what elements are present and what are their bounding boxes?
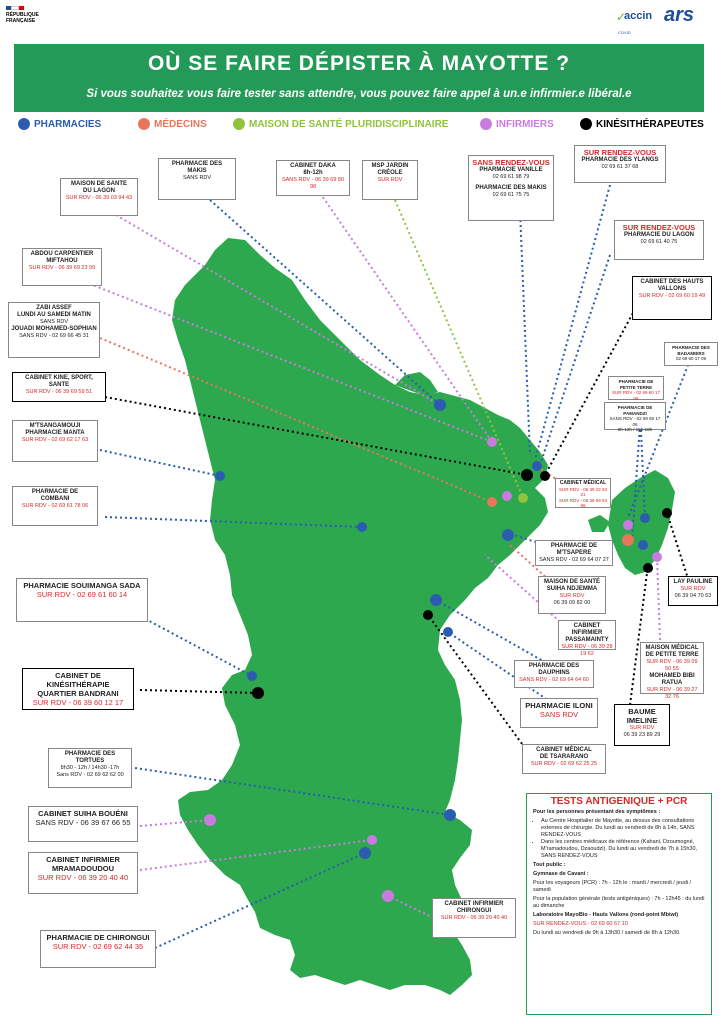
box-baume-imeline: BAUME IMELINE SUR RDV 06 39 23 89 29 (614, 704, 670, 746)
page-subtitle: Si vous souhaitez vous faire tester sans attendre, vous pouvez faire appel à un.e infirmier.e libéral.e (86, 88, 632, 100)
box-pharmacie-iloni: PHARMACIE ILONI SANS RDV (520, 698, 598, 728)
tests-title: TESTS ANTIGENIQUE + PCR (550, 796, 688, 807)
box-pharmacie-lagon: SUR RENDEZ-VOUS PHARMACIE DU LAGON 02 69 61 40 75 (614, 220, 704, 260)
republique-francaise-logo: RÉPUBLIQUE FRANÇAISE (6, 6, 39, 24)
box-cabinet-tsararano: CABINET MÉDICAL DE TSARARANO SUR RDV - 02 69 62 25 25 (522, 744, 606, 774)
top-bar (0, 0, 725, 44)
box-mtsangamouji: M'TSANGAMOUJI PHARMACIE MANTA SUR RDV - 02 69 62 17 63 (12, 420, 98, 462)
box-suiha-ndjemma: MAISON DE SANTÉ SUIHA NDJEMMA SUR RDV 06 39 09 82 00 (538, 576, 606, 614)
ars-logo: ars (664, 4, 695, 26)
box-msp-jardin-creole: MSP JARDIN CRÉOLE SUR RDV (362, 160, 418, 200)
box-cabinet-medical: CABINET MÉDICAL SUR RDV - 06 39 22 63 21 SUR RDV - 06 39 09 53 66 (555, 478, 611, 508)
grande-terre-island (172, 238, 548, 995)
tests-info-panel: TESTS ANTIGENIQUE + PCR Pour les personnes présentant des symptômes : • Au Centre Hospitalier de Mayotte, au dessus des consultations externes de chirurgie. Du lundi au vendredi de 8h à 14h, SANS RENDEZ-VOUS • Dans les centres médicaux de référence (Kahani, Dzoumogné, M'ramadoudou, Dzaoudzi). Du lundi au vendredi de 7h à 15h30, SANS RENDEZ-VOUS Tout public : Gymnase de Cavani : Pour les voyageurs (PCR) : 7h - 12h le : mardi / mercredi / jeudi / samedi Pour la population générale (tests antigéniques) : 7h - 12h45 : du lundi au dimanche Laboratoire MayoBio - Hauts Vallons (rond-point Mbiwi) SUR RENDEZ-VOUS - 02 69 60 67 10 Du lundi au vendredi de 9h à 13h30 / samedi de 8h à 12h30. (526, 793, 712, 1015)
vaccin-covid-logo: ✓ accin COVID (616, 10, 653, 35)
box-cabinet-mramadoudou: CABINET INFIRMIER MRAMADOUDOU SUR RDV - 06 39 20 40 40 (28, 852, 138, 894)
box-cabinet-suiha-boueni: CABINET SUIHA BOUÉNI SANS RDV - 06 39 67 66 55 (28, 806, 138, 842)
box-pharmacie-mtsapere: PHARMACIE DE M'TSAPERE SANS RDV - 02 69 64 07 27 (535, 540, 613, 566)
box-pharmacie-souimanga: PHARMACIE SOUIMANGA SADA SUR RDV - 02 69 61 60 14 (16, 578, 148, 622)
box-cabinet-bandrani: CABINET DE KINÉSITHÉRAPIE QUARTIER BANDRANI SUR RDV - 06 39 60 12 17 (22, 668, 134, 710)
legend-item-maison-sante: MAISON DE SANTÉ PLURIDISCIPLINAIRE (233, 118, 448, 130)
box-pharmacie-combani: PHARMACIE DE COMBANI SUR RDV - 02 69 61 78 06 (12, 486, 98, 526)
box-maison-medical-petite-terre: MAISON MÉDICAL DE PETITE TERRE SUR RDV - 06 39 09 50 55 MOHAMED BIBI RATUA SUR RDV - 06 39 27 32 76 (640, 642, 704, 694)
legend (18, 118, 708, 136)
header-banner (14, 44, 704, 112)
box-pharmacie-badamiers: PHARMACIE DES BADAMIERS 02 69 60 17 09 (664, 342, 718, 366)
box-cabinet-hauts-vallons: CABINET DES HAUTS VALLONS SUR RDV - 02 69 60 19 49 (632, 276, 712, 320)
legend-item-medecins: MÉDECINS (138, 118, 207, 130)
box-pharmacie-dauphins: PHARMACIE DES DAUPHINS SANS RDV - 02 69 64 64 60 (514, 660, 594, 688)
legend-item-kinesitherapeutes: KINÉSITHÉRAPEUTES (580, 118, 704, 130)
box-pharmacie-petite-terre: PHARMACIE DE PETITE TERRE SUR RDV - 02 69 60 17 06 (608, 376, 664, 400)
box-cabinet-kine-sport: CABINET KINE, SPORT, SANTE SUR RDV - 06 39 69 59 51 (12, 372, 106, 402)
petite-terre-island (608, 470, 675, 575)
page-title: OÙ SE FAIRE DÉPISTER À MAYOTTE ? (147, 52, 571, 75)
box-zabi-assef: ZABI ASSEF LUNDI AU SAMEDI MATIN SANS RDV JOUADI MOHAMED-SOPHIAN SANS RDV - 02 69 66 45 31 (8, 302, 100, 358)
small-islet (588, 515, 610, 532)
box-pharmacie-chirongui: PHARMACIE DE CHIRONGUI SUR RDV - 02 69 62 44 35 (40, 930, 156, 968)
box-lay-pauline: LAY PAULINE SUR RDV 06 39 04 70 63 (668, 576, 718, 606)
box-pharmacie-pamandzi: PHARMACIE DE PAMANDZI SANS RDV - 02 69 60 17 06 8h-12h / 15h-18h (604, 402, 666, 430)
legend-item-infirmiers: INFIRMIERS (480, 118, 554, 130)
box-pharmacie-makis: PHARMACIE DES MAKIS SANS RDV (158, 158, 236, 200)
legend-item-pharmacies: PHARMACIES (18, 118, 101, 130)
box-maison-lagon: MAISON DE SANTE DU LAGON SUR RDV - 06 39 03 94 43 (60, 178, 138, 216)
box-cabinet-chirongui: CABINET INFIRMIER CHIRONGUI SUR RDV - 06 39 20 40 40 (432, 898, 516, 938)
box-abdou-carpentier: ABDOU CARPENTIER MIFTAHOU SUR RDV - 06 39 69 23 99 (22, 248, 102, 286)
box-cabinet-passamainty: CABINET INFIRMIER PASSAMAINTY SUR RDV - 06 39 28 19 62 (558, 620, 616, 650)
box-pharmacie-tortues: PHARMACIE DES TORTUES 8h30 - 12h / 14h30 -17h Sans RDV - 02 69 62 62 00 (48, 748, 132, 788)
box-pharmacie-ylangs: SUR RENDEZ-VOUS PHARMACIE DES YLANGS 02 69 61 37 68 (574, 145, 666, 183)
box-sans-rendez-vous: SANS RENDEZ-VOUS PHARMACIE VANILLE 02 69 61 98 79 PHARMACIE DES MAKIS 02 69 61 75 75 (468, 155, 554, 221)
box-cabinet-daka: CABINET DAKA 8h-12h SANS RDV - 06 39 69 80 98 (276, 160, 350, 196)
